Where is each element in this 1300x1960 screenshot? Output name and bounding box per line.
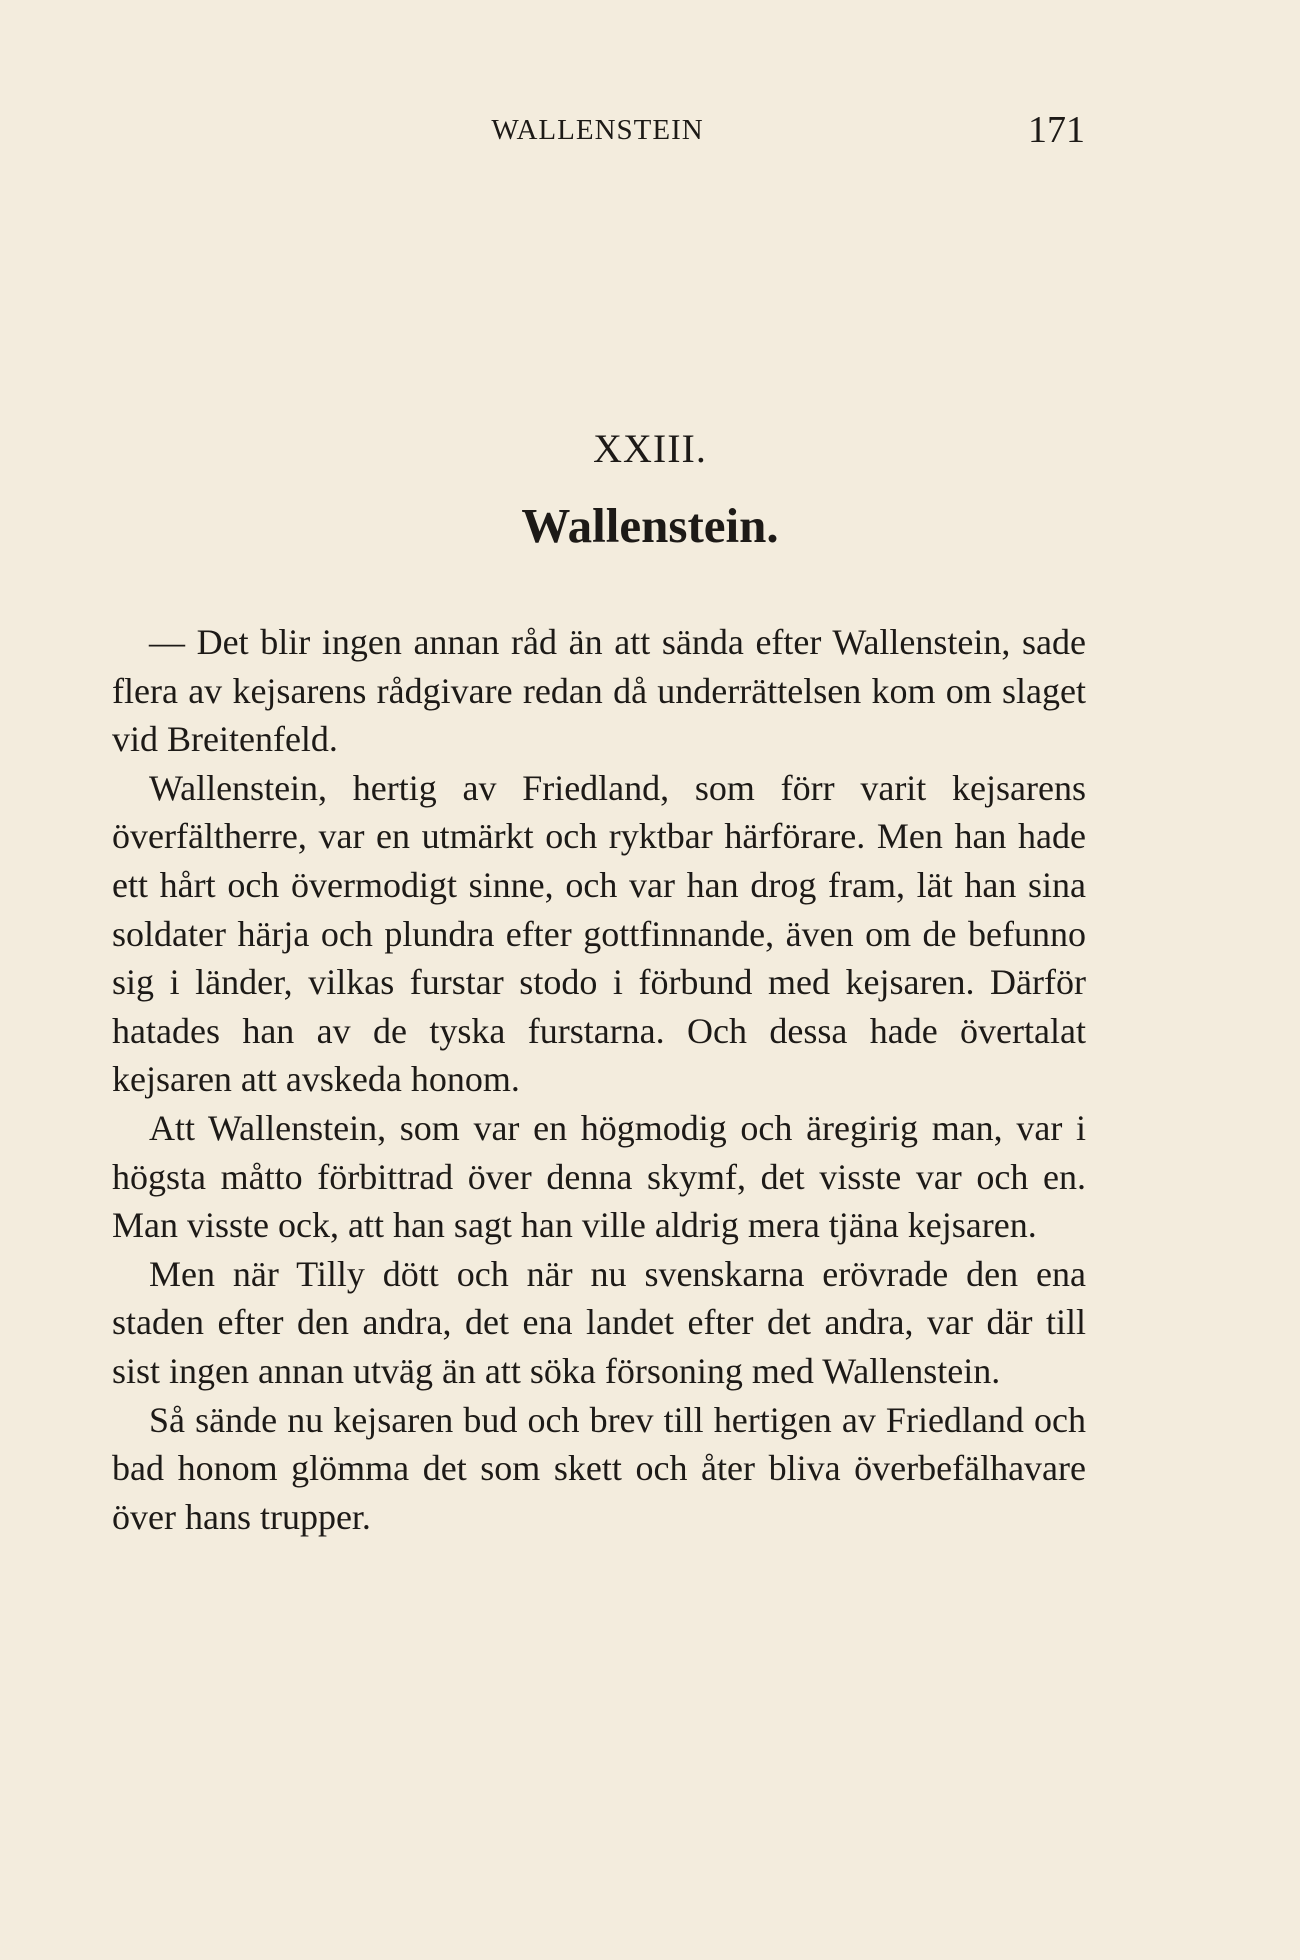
paragraph: Men när Tilly dött och när nu svenskarna erövrade den ena staden efter den andra, det ena landet efter det andra, var där till sist ingen annan utväg än att söka försoning med Wallenstein. — [112, 1253, 1086, 1391]
paragraph: — Det blir ingen annan råd än att sända efter Wallenstein, sade flera av kejsarens rådgivare redan då underrättelsen kom om slaget vid Breitenfeld. — [112, 622, 1086, 760]
running-header — [110, 108, 1085, 158]
chapter-body — [112, 618, 1086, 1541]
paragraph: Så sände nu kejsaren bud och brev till hertigen av Friedland och bad honom glömma det som skett och åter bliva överbefälhavare över hans trupper. — [112, 1399, 1086, 1537]
running-title: WALLENSTEIN — [491, 114, 704, 146]
page-number: 171 — [1028, 109, 1085, 151]
paragraph: Wallenstein, hertig av Friedland, som förr varit kejsarens överfältherre, var en utmärkt och ryktbar härförare. Men han hade ett hårt och övermodigt sinne, och var han drog fram, lät han sina soldater härja och plundra efter gottfinnande, även om de befunno sig i länder, vilkas furstar stodo i förbund med kejsaren. Därför hatades han av de tyska furstarna. Och dessa hade övertalat kejsaren att avskeda honom. — [112, 767, 1086, 1100]
chapter-title: Wallenstein. — [521, 498, 779, 553]
paragraph: Att Wallenstein, som var en högmodig och äregirig man, var i högsta måtto förbittrad över denna skymf, det visste var och en. Man visste ock, att han sagt han ville aldrig mera tjäna kejsaren. — [112, 1107, 1086, 1246]
chapter-number: XXIII. — [593, 426, 707, 471]
